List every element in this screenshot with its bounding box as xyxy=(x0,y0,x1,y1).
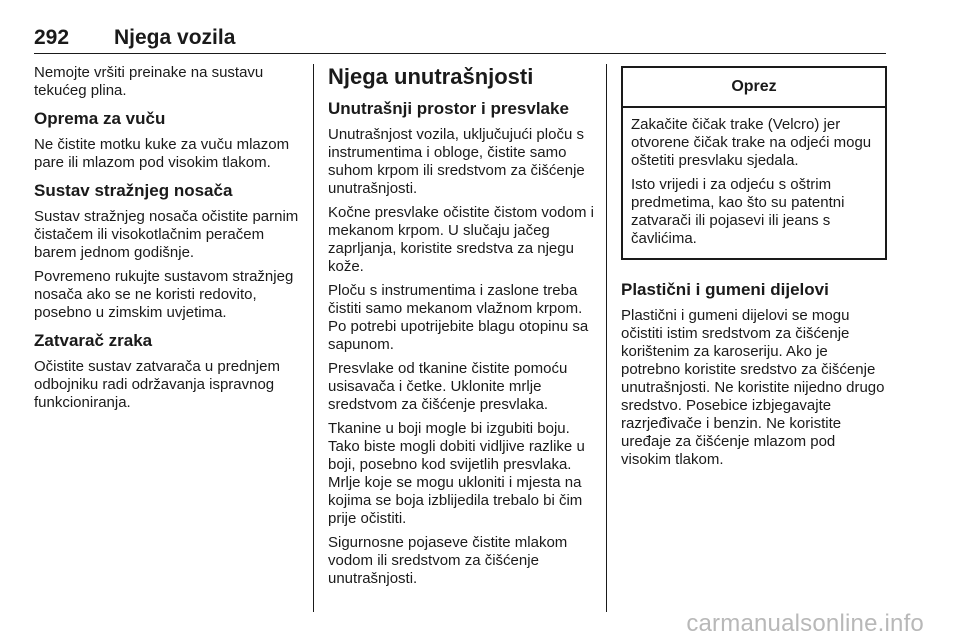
section-heading-plastic-rubber: Plastični i gumeni dijelovi xyxy=(621,280,829,299)
caution-box xyxy=(621,66,887,260)
section-heading-rear-carrier: Sustav stražnjeg nosača xyxy=(34,181,233,200)
caution-title: Oprez xyxy=(623,68,885,108)
paragraph: Ne čistite motku kuke za vuču mlazom pare ili mlazom pod visokim tlakom. xyxy=(34,136,290,171)
paragraph: Ploču s instrumentima i zaslone treba čistiti samo mekanom vlažnom krpom. Po potrebi upotrijebite blagu otopinu sa sapunom. xyxy=(328,282,589,353)
paragraph: Tkanine u boji mogle bi izgubiti boju. Tako biste mogli dobiti vidljive razlike u boji, posebno kod svijetlih presvlaka. Mrlje koje se mogu ukloniti i mjesta na kojima se boja izblijedila trebalo bi čim prije očistiti. xyxy=(328,420,585,527)
paragraph: Plastični i gumeni dijelovi se mogu očistiti istim sredstvom za čišćenje korištenim za karoseriju. Ako je potrebno koristite sredstvo za čišćenje unutrašnjosti. Ne koristite nijedno drugo sredstvo. Posebice izbjegavajte razrjeđivače i benzin. Ne koristite uređaje za čišćenje mlazom pod visokim tlakom. xyxy=(621,307,885,468)
page-number: 292 xyxy=(34,26,70,49)
column-divider-left xyxy=(313,64,314,612)
paragraph: Presvlake od tkanine čistite pomoću usisavača i četke. Uklonite mrlje sredstvom za čišćenje presvlaka. xyxy=(328,360,568,413)
column-left xyxy=(34,64,300,418)
column-divider-right xyxy=(606,64,607,612)
section-heading-towing: Oprema za vuču xyxy=(34,109,166,128)
section-title-interior-care: Njega unutrašnjosti xyxy=(328,64,534,89)
chapter-title: Njega vozila xyxy=(114,26,236,49)
column-middle xyxy=(328,64,594,594)
caution-paragraph: Zakačite čičak trake (Velcro) jer otvorene čičak trake na odjeći mogu oštetiti presvlaku sjedala. xyxy=(631,116,872,169)
caution-paragraph: Isto vrijedi i za odjeću s oštrim predmetima, kao što su patentni zatvarači ili pojasevi ili jeans s čavlićima. xyxy=(631,176,845,247)
paragraph: Kočne presvlake očistite čistom vodom i mekanom krpom. U slučaju jačeg zaprljanja, koristite sredstva za njegu kože. xyxy=(328,204,594,275)
page-header xyxy=(34,26,886,56)
column-right xyxy=(621,64,887,475)
paragraph: Sigurnosne pojaseve čistite mlakom vodom ili sredstvom za čišćenje unutrašnjosti. xyxy=(328,534,568,587)
header-rule xyxy=(34,53,886,54)
intro-paragraph: Nemojte vršiti preinake na sustavu tekućeg plina. xyxy=(34,64,264,99)
paragraph: Unutrašnjost vozila, uključujući ploču s instrumentima i obloge, čistite samo suhom krpom ili sredstvom za čišćenje unutrašnjosti. xyxy=(328,126,585,197)
caution-body xyxy=(623,108,885,258)
watermark: carmanualsonline.info xyxy=(686,610,924,637)
paragraph: Sustav stražnjeg nosača očistite parnim čistačem ili visokotlačnim peračem barem jednom godišnje. xyxy=(34,208,299,261)
section-heading-air-shutter: Zatvarač zraka xyxy=(34,331,153,350)
paragraph: Povremeno rukujte sustavom stražnjeg nosača ako se ne koristi redovito, posebno u zimskim uvjetima. xyxy=(34,268,294,321)
subsection-heading-interior: Unutrašnji prostor i presvlake xyxy=(328,99,569,118)
paragraph: Očistite sustav zatvarača u prednjem odbojniku radi održavanja ispravnog funkcioniranja. xyxy=(34,358,280,411)
